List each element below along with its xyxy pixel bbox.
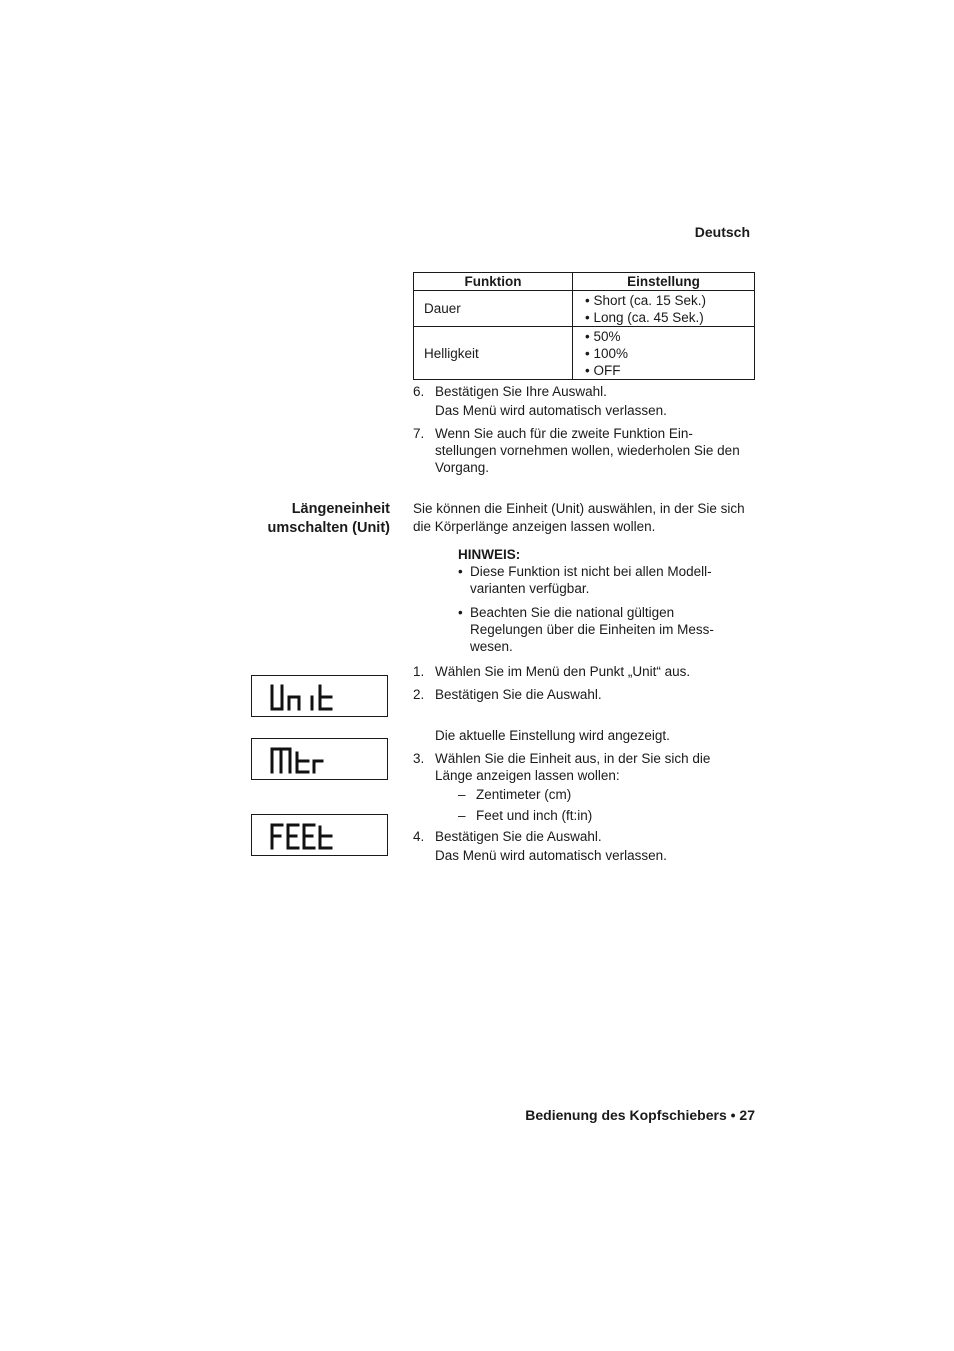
step-text: Vorgang. [435,460,490,475]
language-label: Deutsch [694,224,750,240]
step-text: stellungen vornehmen wollen, wiederholen Sie den [435,443,740,458]
note-text: Regelungen über die Einheiten im Mess- [470,622,714,637]
step-text: Länge anzeigen lassen wollen: [435,768,620,783]
step-text: Wählen Sie die Einheit aus, in der Sie sich die [435,751,711,766]
step-text: Bestätigen Sie Ihre Auswahl. [435,384,607,399]
lcd-feet-icon [252,815,387,855]
step-number: 3. [413,751,425,766]
step-number: 4. [413,829,425,844]
step-text: Bestätigen Sie die Auswahl. [435,829,602,844]
step-3 [413,750,758,784]
table-cell-function: Helligkeit [414,327,573,380]
note-text: varianten verfügbar. [470,581,590,596]
dash-marker: – [458,808,466,823]
lcd-display-feet [251,814,388,856]
option-item: • 100% [585,345,629,361]
table-header-row [414,273,755,291]
step-1 [413,663,758,680]
lcd-mtr-icon [252,739,387,779]
step-text: Bestätigen Sie die Auswahl. [435,687,602,702]
table-header-cell: Einstellung [573,273,755,291]
lcd-display-unit [251,675,388,717]
note-title: HINWEIS: [458,547,521,562]
section-heading-line: umschalten (Unit) [267,520,390,536]
info-text: Die aktuelle Einstellung wird angezeigt. [435,728,670,743]
note-bullet [458,604,748,655]
option-item: • OFF [585,362,621,378]
table-cell-options [573,291,755,327]
step-text: Wenn Sie auch für die zweite Funktion Ein- [435,426,693,441]
lcd-display-mtr [251,738,388,780]
step-number: 6. [413,384,425,399]
note-text: Beachten Sie die national gültigen [470,605,675,620]
note-box [458,546,748,655]
table-cell-function: Dauer [414,291,573,327]
step-4 [413,828,758,864]
table-row [414,327,755,380]
note-bullet [458,563,748,597]
step-text: Das Menü wird automatisch verlassen. [435,848,667,863]
table-header-cell: Funktion [414,273,573,291]
page-footer: Bedienung des Kopfschiebers • 27 [525,1107,755,1123]
option-item: • 50% [585,328,621,344]
option-item: • Long (ca. 45 Sek.) [585,309,704,325]
option-text: Zentimeter (cm) [476,787,572,802]
note-text: wesen. [470,639,513,654]
list-item [458,807,592,824]
dash-marker: – [458,787,466,802]
option-text: Feet und inch (ft:in) [476,808,593,823]
intro-line: die Körperlänge anzeigen lassen wollen. [413,519,656,534]
step-6 [413,383,758,419]
bullet-dot-icon: • [458,605,463,620]
settings-table [413,272,755,380]
list-item [458,786,571,803]
table-cell-options [573,327,755,380]
table-row [414,291,755,327]
bullet-dot-icon: • [458,564,463,579]
note-text: Diese Funktion ist nicht bei allen Modell- [470,564,712,579]
step-number: 2. [413,687,425,702]
step-number: 1. [413,664,425,679]
step-text: Das Menü wird automatisch verlassen. [435,403,667,418]
step-2 [413,686,758,703]
section-intro [413,500,758,535]
option-item: • Short (ca. 15 Sek.) [585,292,707,308]
intro-line: Sie können die Einheit (Unit) auswählen, in der Sie sich [413,501,745,516]
step-text: Wählen Sie im Menü den Punkt „Unit“ aus. [435,664,691,679]
step-7 [413,425,758,476]
section-heading [220,500,390,538]
lcd-unit-icon [252,676,387,716]
step-number: 7. [413,426,425,441]
section-heading-line: Längeneinheit [291,501,390,517]
